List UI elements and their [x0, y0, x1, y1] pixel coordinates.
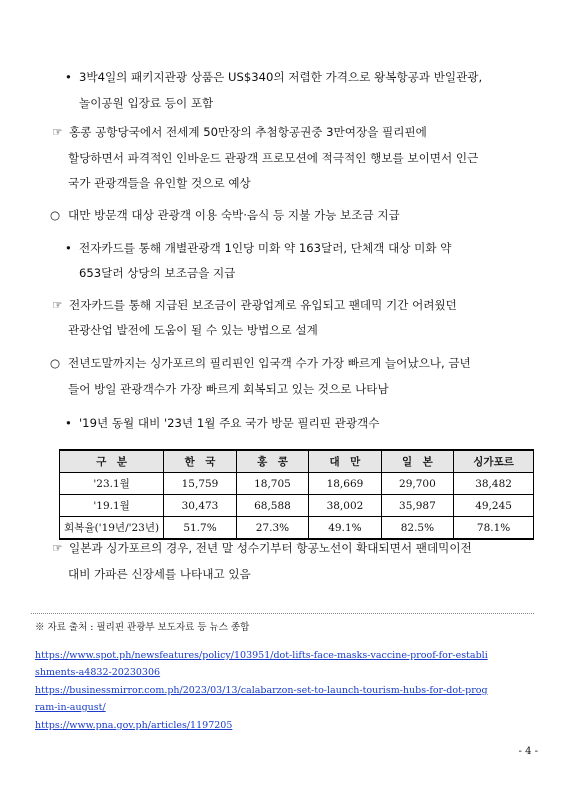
- circle-bullet-icon: ○: [50, 356, 61, 370]
- table-cell: 49,245: [454, 495, 534, 517]
- pointing-hand-icon: ☞: [52, 298, 63, 312]
- body-text: 관광산업 발전에 도움이 될 수 있는 방법으로 설계: [68, 323, 318, 337]
- source-link-2-continued[interactable]: ram-in-august/: [35, 702, 106, 713]
- column-header: 대 만: [309, 450, 381, 473]
- column-header: 구 분: [60, 450, 164, 473]
- table-row: [60, 495, 534, 517]
- bullet-dot: •: [65, 416, 72, 430]
- table-cell: 82.5%: [381, 517, 453, 540]
- visitor-stats-table: [59, 449, 534, 540]
- table-cell: 38,482: [454, 473, 534, 495]
- section-heading: [50, 207, 400, 223]
- table-cell: 51.7%: [164, 517, 236, 540]
- table-header-row: [60, 450, 534, 473]
- body-text: 대비 가파른 신장세를 나타내고 있음: [68, 567, 251, 581]
- bullet-dot: •: [65, 70, 72, 84]
- row-label: 회복율('19년/'23년): [60, 517, 164, 540]
- source-link-1[interactable]: https://www.spot.ph/newsfeatures/policy/103951/dot-lifts-face-masks-vaccine-proof-for-establi: [35, 650, 488, 661]
- table-cell: 38,002: [309, 495, 381, 517]
- source-link-2[interactable]: https://businessmirror.com.ph/2023/03/13/calabarzon-set-to-launch-tourism-hubs-for-dot-prog: [35, 685, 488, 696]
- bullet-item: [65, 240, 451, 256]
- table-row: [60, 517, 534, 540]
- column-header: 한 국: [164, 450, 236, 473]
- bullet-dot: •: [65, 241, 72, 255]
- body-text: 전자카드를 통해 지급된 보조금이 관광업계로 유입되고 팬데믹 기간 어려웠던: [69, 298, 457, 312]
- row-label: '19.1월: [60, 495, 164, 517]
- table-cell: 15,759: [164, 473, 236, 495]
- table-cell: 18,669: [309, 473, 381, 495]
- table-row: [60, 473, 534, 495]
- body-text: 홍콩 공항당국에서 전세계 50만장의 추첨항공권중 3만여장을 필리핀에: [69, 125, 427, 139]
- circle-bullet-icon: ○: [50, 208, 61, 222]
- table-cell: 68,588: [236, 495, 308, 517]
- table-cell: 29,700: [381, 473, 453, 495]
- table-cell: 30,473: [164, 495, 236, 517]
- source-link-3[interactable]: https://www.pna.gov.ph/articles/1197205: [35, 720, 233, 731]
- note-item: [52, 540, 472, 556]
- body-text: 놀이공원 입장료 등이 포함: [79, 96, 214, 110]
- source-note: ※ 자료 출처 : 필리핀 관광부 보도자료 등 뉴스 종합: [35, 622, 250, 633]
- body-text: 들어 방일 관광객수가 가장 빠르게 회복되고 있는 것으로 나타남: [68, 382, 389, 396]
- body-text: 국가 관광객들을 유인할 것으로 예상: [68, 176, 251, 190]
- column-header: 싱가포르: [454, 450, 534, 473]
- body-text: 일본과 싱가포르의 경우, 전년 말 성수기부터 항공노선이 확대되면서 팬데믹이전: [69, 541, 472, 555]
- body-text: 3박4일의 패키지관광 상품은 US$340의 저렴한 가격으로 왕복항공과 반일관광,: [79, 70, 483, 84]
- source-link-1-continued[interactable]: shments-a4832-20230306: [35, 667, 161, 678]
- bullet-item: [65, 69, 482, 85]
- note-item: [52, 124, 427, 140]
- row-label: '23.1월: [60, 473, 164, 495]
- pointing-hand-icon: ☞: [52, 125, 63, 139]
- table-caption: '19년 동월 대비 '23년 1월 주요 국가 방문 필리핀 관광객수: [79, 416, 380, 430]
- table-cell: 18,705: [236, 473, 308, 495]
- pointing-hand-icon: ☞: [52, 541, 63, 555]
- table-cell: 35,987: [381, 495, 453, 517]
- section-heading: [50, 355, 471, 371]
- body-text: 할당하면서 파격적인 인바운드 관광객 프로모션에 적극적인 행보를 보이면서 인근: [68, 151, 479, 165]
- table-cell: 78.1%: [454, 517, 534, 540]
- heading-text: 대만 방문객 대상 관광객 이용 숙박·음식 등 지불 가능 보조금 지급: [68, 208, 400, 222]
- heading-text: 전년도말까지는 싱가포르의 필리핀인 입국객 수가 가장 빠르게 늘어났으나, 금년: [68, 356, 471, 370]
- body-text: 653달러 상당의 보조금을 지급: [79, 266, 236, 280]
- table-cell: 49.1%: [309, 517, 381, 540]
- note-item: [52, 297, 457, 313]
- body-text: 전자카드를 통해 개별관광객 1인당 미화 약 163달러, 단체객 대상 미화 약: [79, 241, 452, 255]
- column-header: 일 본: [381, 450, 453, 473]
- footnote-divider: [31, 613, 534, 614]
- column-header: 홍 콩: [236, 450, 308, 473]
- bullet-item: [65, 415, 379, 431]
- page-number: - 4 -: [518, 746, 538, 757]
- table-cell: 27.3%: [236, 517, 308, 540]
